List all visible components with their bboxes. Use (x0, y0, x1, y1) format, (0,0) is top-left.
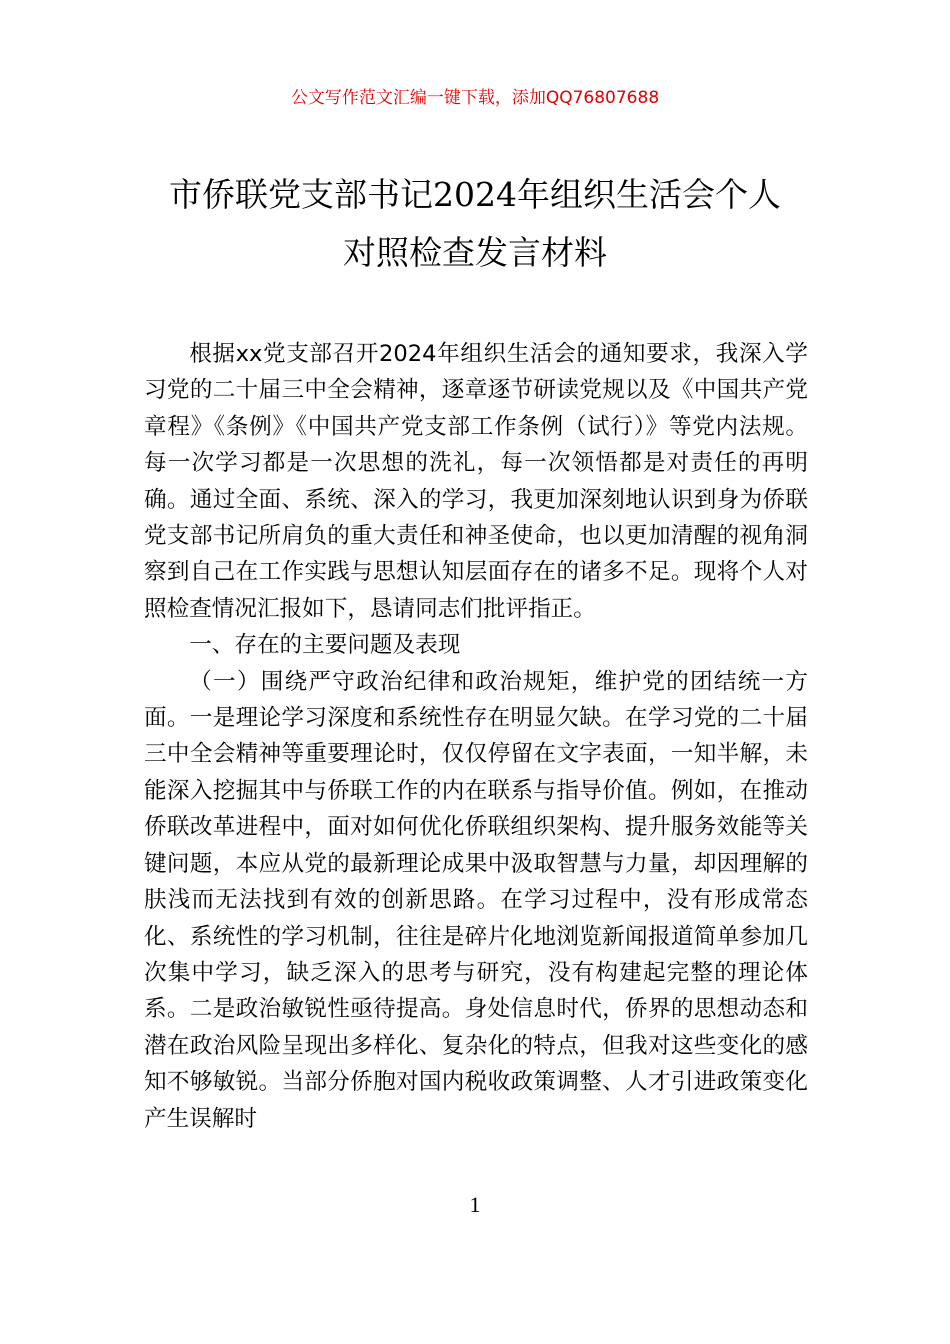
intro-paragraph: 根据xx党支部召开2024年组织生活会的通知要求，我深入学习党的二十届三中全会精神，逐章逐节研读党规以及《中国共产党章程》《条例》《中国共产党支部工作条例（试行）》等党内法规。每一次学习都是一次思想的洗礼，每一次领悟都是对责任的再明确。通过全面、系统、深入的学习，我更加深刻地认识到身为侨联党支部书记所肩负的重大责任和神圣使命，也以更加清醒的视角洞察到自己在工作实践与思想认知层面存在的诸多不足。现将个人对照检查情况汇报如下，恳请同志们批评指正。 (144, 341, 808, 622)
subsection-paragraph-1: （一）围绕严守政治纪律和政治规矩，维护党的团结统一方面。一是理论学习深度和系统性存在明显欠缺。在学习党的二十届三中全会精神等重要理论时，仅仅停留在文字表面，一知半解，未能深入挖掘其中与侨联工作的内在联系与指导价值。例如，在推动侨联改革进程中，面对如何优化侨联组织架构、提升服务效能等关键问题，本应从党的最新理论成果中汲取智慧与力量，却因理解的肤浅而无法找到有效的创新思路。在学习过程中，没有形成常态化、系统性的学习机制，往往是碎片化地浏览新闻报道简单参加几次集中学习，缺乏深入的思考与研究，没有构建起完整的理论体系。二是政治敏锐性亟待提高。身处信息时代，侨界的思想动态和潜在政治风险呈现出多样化、复杂化的特点，但我对这些变化的感知不够敏锐。当部分侨胞对国内税收政策调整、人才引进政策变化产生误解时 (144, 668, 808, 1132)
section-heading-1: 一、存在的主要问题及表现 (189, 632, 461, 659)
document-body (144, 336, 808, 1137)
document-title-line-2: 对照检查发言材料 (343, 233, 607, 272)
page-number: 1 (469, 1192, 481, 1217)
download-promo-note: 公文写作范文汇编一键下载，添加QQ76807688 (290, 88, 660, 108)
document-title (120, 166, 830, 282)
document-title-line-1: 市侨联党支部书记2024年组织生活会个人 (169, 175, 781, 214)
